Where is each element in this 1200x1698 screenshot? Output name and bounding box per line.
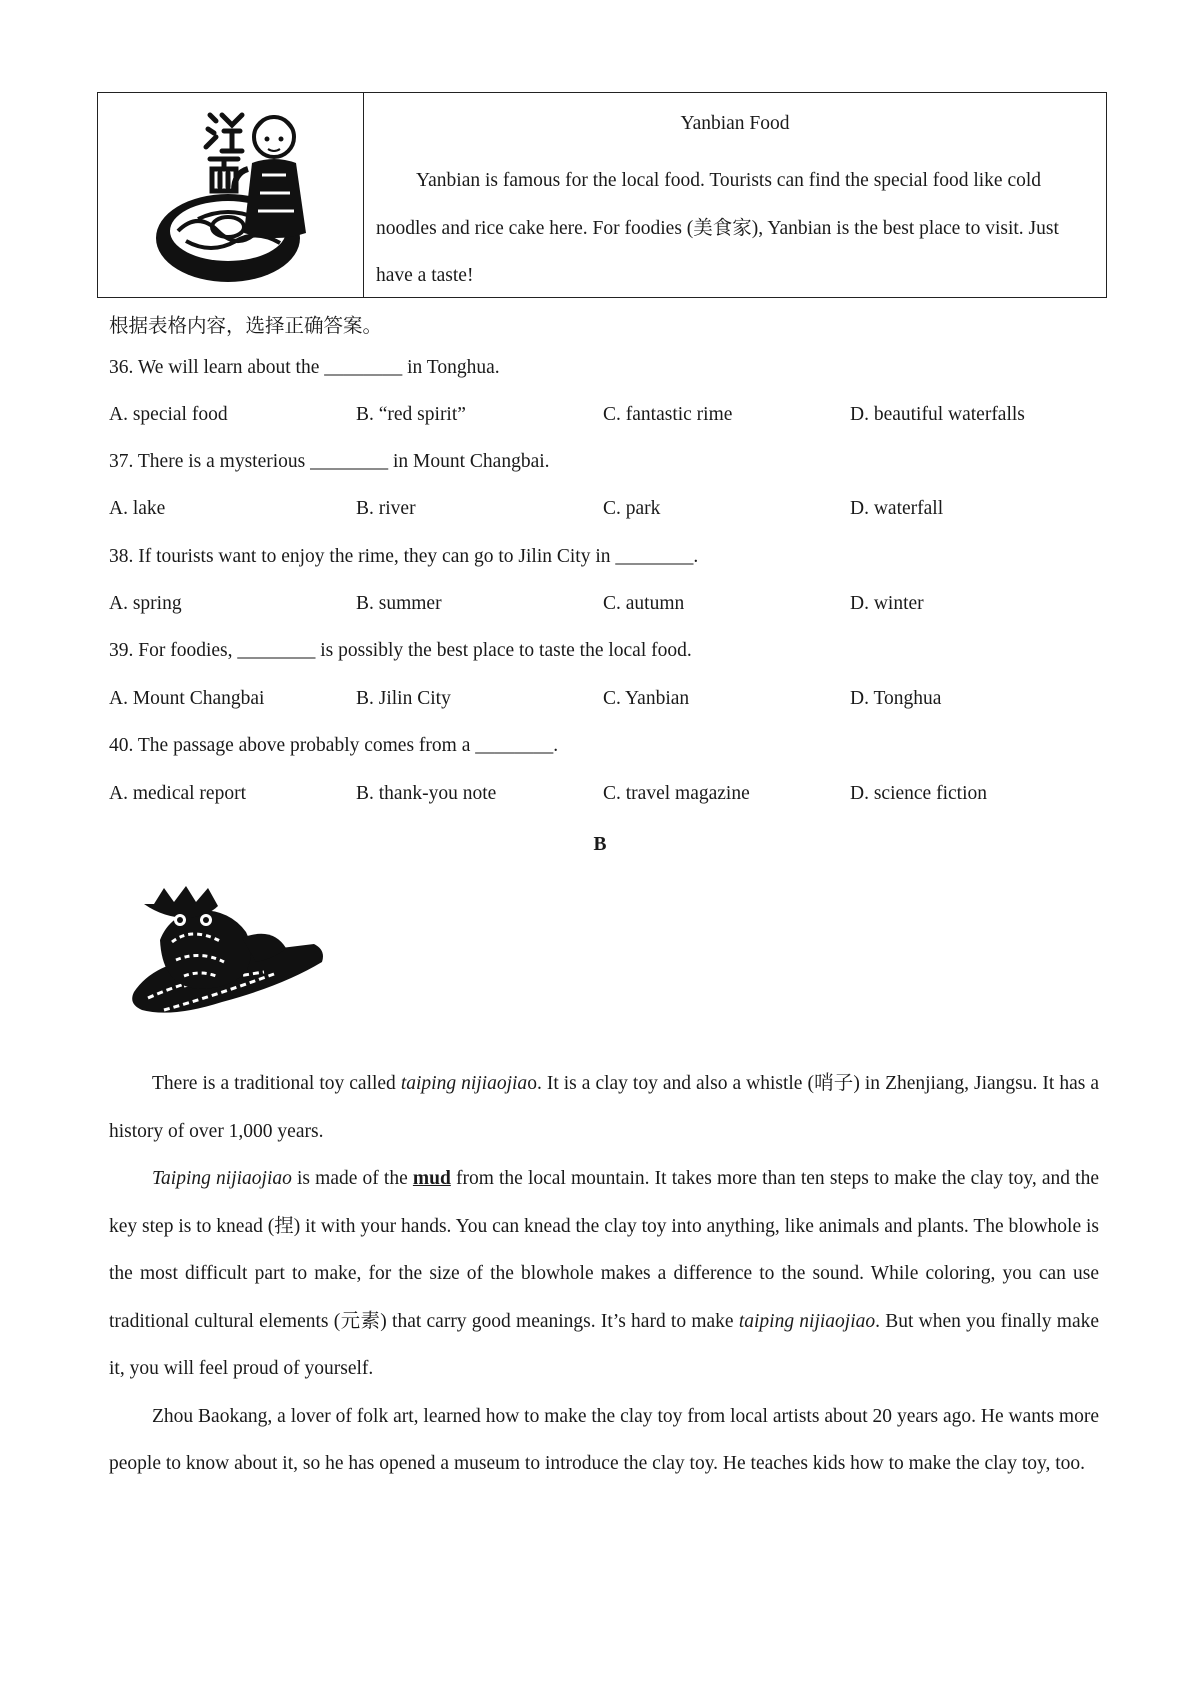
p2-text-b: is made of the <box>291 1168 413 1189</box>
instruction: 根据表格内容，选择正确答案。 <box>109 316 383 337</box>
question-38: 38. If tourists want to enjoy the rime, they can go to Jilin City in ________. <box>109 546 699 567</box>
p1-text-c: o. It is a clay toy and also a whistle (哨子) in Zhenjiang, Jiangsu. It has a history of over 1,000 years. <box>109 1073 1099 1142</box>
question-39: 39. For foodies, ________ is possibly the best place to taste the local food. <box>109 640 692 661</box>
p1-text-a: There is a traditional toy called <box>152 1073 401 1094</box>
p2-text-e: . But when you finally make it, you will feel proud of yourself. <box>109 1310 1100 1379</box>
cold-noodles-illustration <box>98 93 364 297</box>
question-36: 36. We will learn about the ________ in Tonghua. <box>109 357 500 378</box>
food-paragraph-text: Yanbian is famous for the local food. Tourists can find the special food like cold noodles and rice cake here. For foodies (美食家), Yanbian is the best place to visit. Just have a taste! <box>376 170 1059 286</box>
q39-option-c: C. Yanbian <box>603 688 690 709</box>
clay-toy-illustration <box>124 880 334 1040</box>
p1-italic-term: taiping nijiaojia <box>400 1073 528 1094</box>
passage-paragraph-1 <box>109 1060 1099 1155</box>
q36-option-a: A. special food <box>109 404 228 425</box>
question-37: 37. There is a mysterious ________ in Mount Changbai. <box>109 451 550 472</box>
q40-option-c: C. travel magazine <box>603 783 750 804</box>
p2-text-c: from the local mountain. It takes more than ten steps to make the clay toy, and the key step is to knead (捏) it with your hands. You can knead the clay toy into anything, like animals and plants. The blowhole is the most difficult part to make, for the size of the blowhole makes a difference to the sound. While coloring, you can use traditional cultural elements (元素) that carry good meanings. It’s hard to make <box>109 1168 1100 1332</box>
food-paragraph <box>376 157 1096 300</box>
q37-option-c: C. park <box>603 498 661 519</box>
question-40: 40. The passage above probably comes from a ________. <box>109 735 559 756</box>
q38-option-c: C. autumn <box>603 593 685 614</box>
p2-italic-term-2: taiping nijiaojiao <box>738 1310 876 1332</box>
section-b-heading: B <box>593 834 607 855</box>
q40-option-b: B. thank-you note <box>356 783 497 804</box>
q37-option-a: A. lake <box>109 498 166 519</box>
q38-option-d: D. winter <box>850 593 924 614</box>
q38-option-b: B. summer <box>356 593 442 614</box>
passage-paragraph-3: Zhou Baokang, a lover of folk art, learned how to make the clay toy from local artists about 20 years ago. He wants more people to know about it, so he has opened a museum to introduce the clay toy. He teaches kids how to make the clay toy, too. <box>109 1405 1099 1474</box>
q39-option-d: D. Tonghua <box>850 688 942 709</box>
q39-option-a: A. Mount Changbai <box>109 688 265 709</box>
passage-b <box>109 1060 1099 1488</box>
q39-option-b: B. Jilin City <box>356 688 451 709</box>
p2-italic-term: Taiping nijiaojiao <box>152 1168 292 1189</box>
food-text-cell <box>364 93 1106 297</box>
q40-option-a: A. medical report <box>109 783 246 804</box>
passage-paragraph-2 <box>109 1155 1099 1393</box>
q38-option-a: A. spring <box>109 593 182 614</box>
q37-option-b: B. river <box>356 498 416 519</box>
food-title: Yanbian Food <box>680 113 790 134</box>
q37-option-d: D. waterfall <box>850 498 944 519</box>
q36-option-d: D. beautiful waterfalls <box>850 404 1025 425</box>
underlined-word-mud: mud <box>412 1168 451 1189</box>
q40-option-d: D. science fiction <box>850 783 987 804</box>
yanbian-food-table <box>97 92 1107 298</box>
cold-noodles-illustration-cell <box>98 93 364 297</box>
q36-option-b: B. “red spirit” <box>356 404 466 425</box>
q36-option-c: C. fantastic rime <box>603 404 733 425</box>
